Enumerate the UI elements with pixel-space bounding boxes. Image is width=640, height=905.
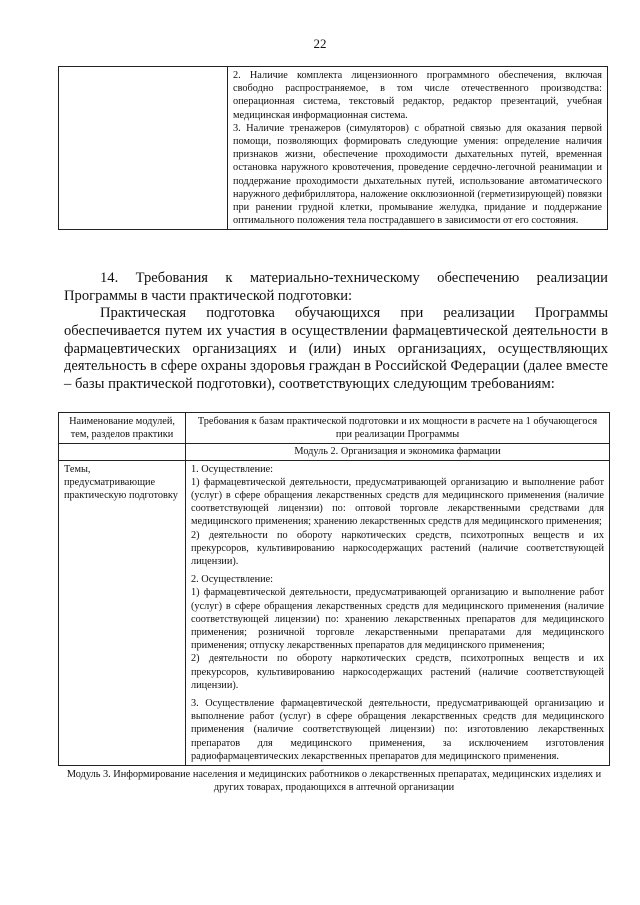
table-row [59, 67, 608, 230]
header-requirements: Требования к базам практической подготовки и их мощности в расчете на 1 обучающегося при реализации Программы [186, 413, 610, 444]
topic-cell: Темы, предусматривающие практическую подготовку [59, 460, 186, 765]
header-modules: Наименование модулей, тем, разделов практики [59, 413, 186, 444]
empty-cell [59, 67, 228, 230]
page-number: 22 [313, 36, 327, 51]
software-item: 2. Наличие комплекта лицензионного программного обеспечения, включая свободно распространяемое, в том числе отечественного производства: операционная система, текстовый редактор, редактор презентаций, учебная медицинская информационная система. [233, 70, 602, 121]
module-row [59, 444, 610, 460]
requirements-cell [228, 67, 608, 230]
module-2-spacer [59, 444, 186, 460]
block-1-item-2: 2) деятельности по обороту наркотических средств, психотропных веществ и их прекурсоров, культивированию наркосодержащих растений (наличие соответствующей лицензии). [191, 529, 604, 568]
module-2-title: Модуль 2. Организация и экономика фармации [186, 444, 610, 460]
table-row [59, 460, 610, 765]
section-14-heading: 14. Требования к материально-техническому обеспечению реализации Программы в части практической подготовки: [64, 270, 608, 304]
table-header-row [59, 413, 610, 444]
requirements-table [58, 412, 610, 796]
block-1-title: 1. Осуществление: [191, 463, 274, 475]
requirements-details-cell [186, 460, 610, 765]
block-3: 3. Осуществление фармацевтической деятельности, предусматривающей организацию и выполнение работ (услуг) в сфере обращения лекарственных средств для медицинского применения (наличие соответствующей лицензии) по: изготовлению лекарственных препаратов для медицинского применения, за исключением изготовления радиофармацевтических лекарственных препаратов для медицинского применения. [191, 698, 604, 762]
continuation-table [58, 66, 608, 230]
module-row [59, 766, 610, 797]
block-2-title: 2. Осуществление: [191, 574, 274, 586]
simulators-item: 3. Наличие тренажеров (симуляторов) с обратной связью для оказания первой помощи, позволяющих формировать следующие умения: определение наличия признаков жизни, обеспечение проходимости дыхательных путей, временная остановка наружного кровотечения, проведение сердечно-легочной реанимации и поддержание проходимости дыхательных путей, использование автоматического наружного дефибриллятора, наложение окклюзионной (герметизирующей) повязки при ранении грудной клетки, промывание желудка, придание и поддержание оптимального положения тела пострадавшего в зависимости от его состояния. [233, 122, 602, 227]
block-2-item-2: 2) деятельности по обороту наркотических средств, психотропных веществ и их прекурсоров, культивированию наркосодержащих растений (наличие соответствующей лицензии). [191, 653, 604, 691]
block-2-item-1: 1) фармацевтической деятельности, предусматривающей организацию и выполнение работ (услуг) в сфере обращения лекарственных средств для медицинского применения (наличие соответствующей лицензии) по: хранению лекарственных препаратов для медицинского применения; розничной торговле лекарственными препаратами для медицинского применения; отпуску лекарственных препаратов для медицинского применения; [191, 587, 604, 652]
block-1-item-1: 1) фармацевтической деятельности, предусматривающей организацию и выполнение работ (услуг) в сфере обращения лекарственных средств для медицинского применения (наличие соответствующей лицензии) по: оптовой торговле лекарственными средствами для медицинского применения; хранению лекарственных средств для медицинского применения; [191, 476, 604, 528]
section-14-body: Практическая подготовка обучающихся при реализации Программы обеспечивается путем их участия в осуществлении фармацевтической деятельности в фармацевтических организациях и (или) иных организациях, осуществляющих деятельность в сфере охраны здоровья граждан в Российской Федерации (далее вместе – базы практической подготовки), соответствующих следующим требованиям: [64, 305, 608, 393]
module-3-title: Модуль 3. Информирование населения и медицинских работников о лекарственных препаратах, медицинских изделиях и других товарах, продающихся в аптечной организации [59, 766, 610, 797]
